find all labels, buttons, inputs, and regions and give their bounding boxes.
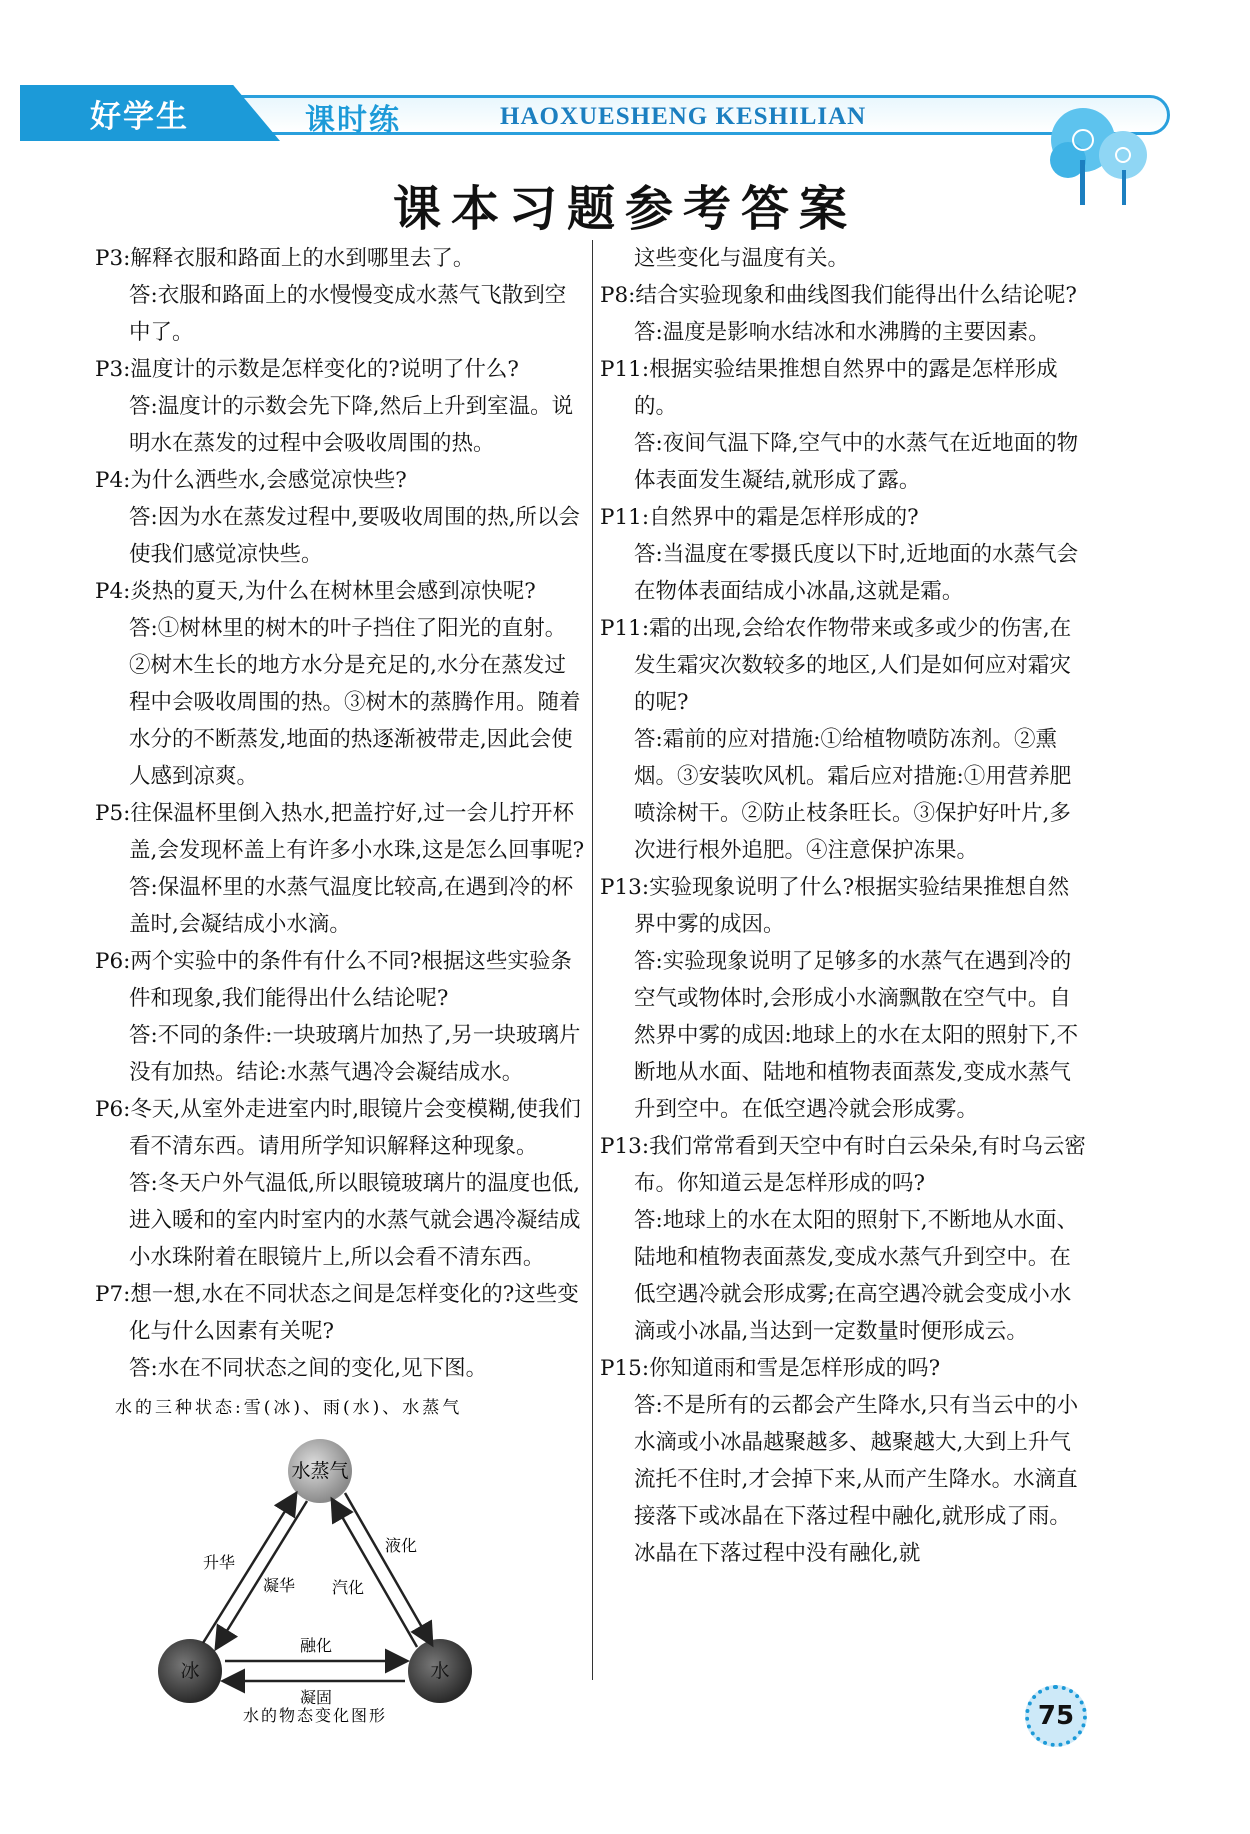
- answer-text: 答:地球上的水在太阳的照射下,不断地从水面、陆地和植物表面蒸发,变成水蒸气升到空中。在低空遇冷就会形成雾;在高空遇冷就会变成小水滴或小冰晶,当达到一定数量时便形成云。: [634, 1208, 1079, 1344]
- qa-item: [600, 610, 1090, 869]
- page-number: 75: [1025, 1685, 1087, 1747]
- answer-text: 答:衣服和路面上的水慢慢变成水蒸气飞散到空中了。: [129, 283, 567, 345]
- question-text: P8:结合实验现象和曲线图我们能得出什么结论呢?: [600, 283, 1077, 308]
- qa-item: [600, 1128, 1090, 1350]
- answer-text: 答:保温杯里的水蒸气温度比较高,在遇到冷的杯盖时,会凝结成小水滴。: [129, 875, 574, 937]
- continued-answer-text: 这些变化与温度有关。: [634, 246, 850, 271]
- liquefaction-label: 液化: [385, 1536, 418, 1555]
- answer-text: 答:实验现象说明了足够多的水蒸气在遇到冷的空气或物体时,会形成小水滴飘散在空气中。自然界中雾的成因:地球上的水在太阳的照射下,不断地从水面、陆地和植物表面蒸发,变成水蒸气升到空中。在低空遇冷就会形成雾。: [634, 949, 1079, 1122]
- answer-text: 答:冬天户外气温低,所以眼镜玻璃片的温度也低,进入暖和的室内时室内的水蒸气就会遇冷凝结成小水珠附着在眼镜片上,所以会看不清东西。: [129, 1171, 581, 1270]
- question-text: P11:根据实验结果推想自然界中的露是怎样形成的。: [600, 357, 1058, 419]
- question-text: P11:霜的出现,会给农作物带来或多或少的伤害,在发生霜灾次数较多的地区,人们是如何应对霜灾的呢?: [600, 616, 1072, 715]
- qa-item: [95, 462, 585, 573]
- question-text: P13:实验现象说明了什么?根据实验结果推想自然界中雾的成因。: [600, 875, 1070, 937]
- answer-text: 答:温度计的示数会先下降,然后上升到室温。说明水在蒸发的过程中会吸收周围的热。: [129, 394, 574, 456]
- water-state-diagram: [95, 1393, 595, 1723]
- lesson-title: 课时练: [305, 103, 401, 138]
- answer-text: 答:不是所有的云都会产生降水,只有当云中的小水滴或小冰晶越聚越多、越聚越大,大到上升气流托不住时,才会掉下来,从而产生降水。水滴直接落下或冰晶在下落过程中融化,就形成了雨。冰晶在下落过程中没有融化,就: [634, 1393, 1079, 1566]
- qa-item: [95, 351, 585, 462]
- question-text: P3:温度计的示数是怎样变化的?说明了什么?: [95, 357, 519, 382]
- answer-text: 答:当温度在零摄氏度以下时,近地面的水蒸气会在物体表面结成小冰晶,这就是霜。: [634, 542, 1079, 604]
- qa-item: [600, 499, 1090, 610]
- ice-node-label: 冰: [180, 1660, 200, 1682]
- question-text: P5:往保温杯里倒入热水,把盖拧好,过一会儿拧开杯盖,会发现杯盖上有许多小水珠,这是怎么回事呢?: [95, 801, 585, 863]
- diagram-header-label: 水的三种状态:雪(冰)、雨(水)、水蒸气: [115, 1398, 463, 1418]
- desublimation-label: 凝华: [263, 1576, 296, 1595]
- qa-item: [95, 1091, 585, 1276]
- question-text: P7:想一想,水在不同状态之间是怎样变化的?这些变化与什么因素有关呢?: [95, 1282, 579, 1344]
- answer-text: 答:因为水在蒸发过程中,要吸收周围的热,所以会使我们感觉凉快些。: [129, 505, 580, 567]
- vaporization-arrow: [333, 1501, 417, 1647]
- right-column: [600, 240, 1090, 1572]
- qa-item: [95, 240, 585, 351]
- answer-text: 答:霜前的应对措施:①给植物喷防冻剂。②熏烟。③安装吹风机。霜后应对措施:①用营养肥喷涂树干。②防止枝条旺长。③保护好叶片,多次进行根外追肥。④注意保护冻果。: [634, 727, 1072, 863]
- qa-item: [95, 573, 585, 795]
- qa-item: [600, 1350, 1090, 1572]
- question-text: P6:冬天,从室外走进室内时,眼镜片会变模糊,使我们看不清东西。请用所学知识解释这种现象。: [95, 1097, 581, 1159]
- diagram-caption: 水的物态变化图形: [243, 1706, 388, 1723]
- question-text: P4:为什么洒些水,会感觉凉快些?: [95, 468, 407, 493]
- header-english-title: HAOXUESHENG KESHILIAN: [500, 103, 867, 130]
- brand-title: 好学生: [90, 99, 189, 135]
- water-node-label: 水: [430, 1660, 450, 1682]
- question-text: P4:炎热的夏天,为什么在树林里会感到凉快呢?: [95, 579, 536, 604]
- qa-item: [95, 943, 585, 1091]
- question-text: P3:解释衣服和路面上的水到哪里去了。: [95, 246, 475, 271]
- page-title: 课本习题参考答案: [392, 181, 857, 237]
- qa-item: [600, 351, 1090, 499]
- freezing-label: 凝固: [300, 1688, 333, 1707]
- vapor-node-label: 水蒸气: [291, 1460, 349, 1482]
- liquefaction-arrow: [345, 1493, 431, 1643]
- qa-item: [95, 795, 585, 943]
- sublimation-label: 升华: [203, 1553, 236, 1572]
- answer-text: 答:温度是影响水结冰和水沸腾的主要因素。: [634, 320, 1050, 345]
- answer-text: 答:①树林里的树木的叶子挡住了阳光的直射。②树木生长的地方水分是充足的,水分在蒸发过程中会吸收周围的热。③树木的蒸腾作用。随着水分的不断蒸发,地面的热逐渐被带走,因此会使人感到凉爽。: [129, 616, 581, 789]
- answer-text: 答:不同的条件:一块玻璃片加热了,另一块玻璃片没有加热。结论:水蒸气遇冷会凝结成水。: [129, 1023, 581, 1085]
- qa-item: [600, 869, 1090, 1128]
- question-text: P13:我们常常看到天空中有时白云朵朵,有时乌云密布。你知道云是怎样形成的吗?: [600, 1134, 1086, 1196]
- qa-item: [600, 277, 1090, 351]
- answer-text: 答:夜间气温下降,空气中的水蒸气在近地面的物体表面发生凝结,就形成了露。: [634, 431, 1079, 493]
- header-banner: [20, 85, 1170, 141]
- left-column: [95, 240, 585, 1723]
- qa-item: [95, 1276, 585, 1387]
- question-text: P6:两个实验中的条件有什么不同?根据这些实验条件和现象,我们能得出什么结论呢?: [95, 949, 572, 1011]
- vaporization-label: 汽化: [332, 1578, 365, 1597]
- answer-text: 答:水在不同状态之间的变化,见下图。: [129, 1356, 488, 1381]
- melting-label: 融化: [300, 1636, 333, 1655]
- desublimation-arrow: [217, 1501, 307, 1647]
- question-text: P15:你知道雨和雪是怎样形成的吗?: [600, 1356, 941, 1381]
- question-text: P11:自然界中的霜是怎样形成的?: [600, 505, 919, 530]
